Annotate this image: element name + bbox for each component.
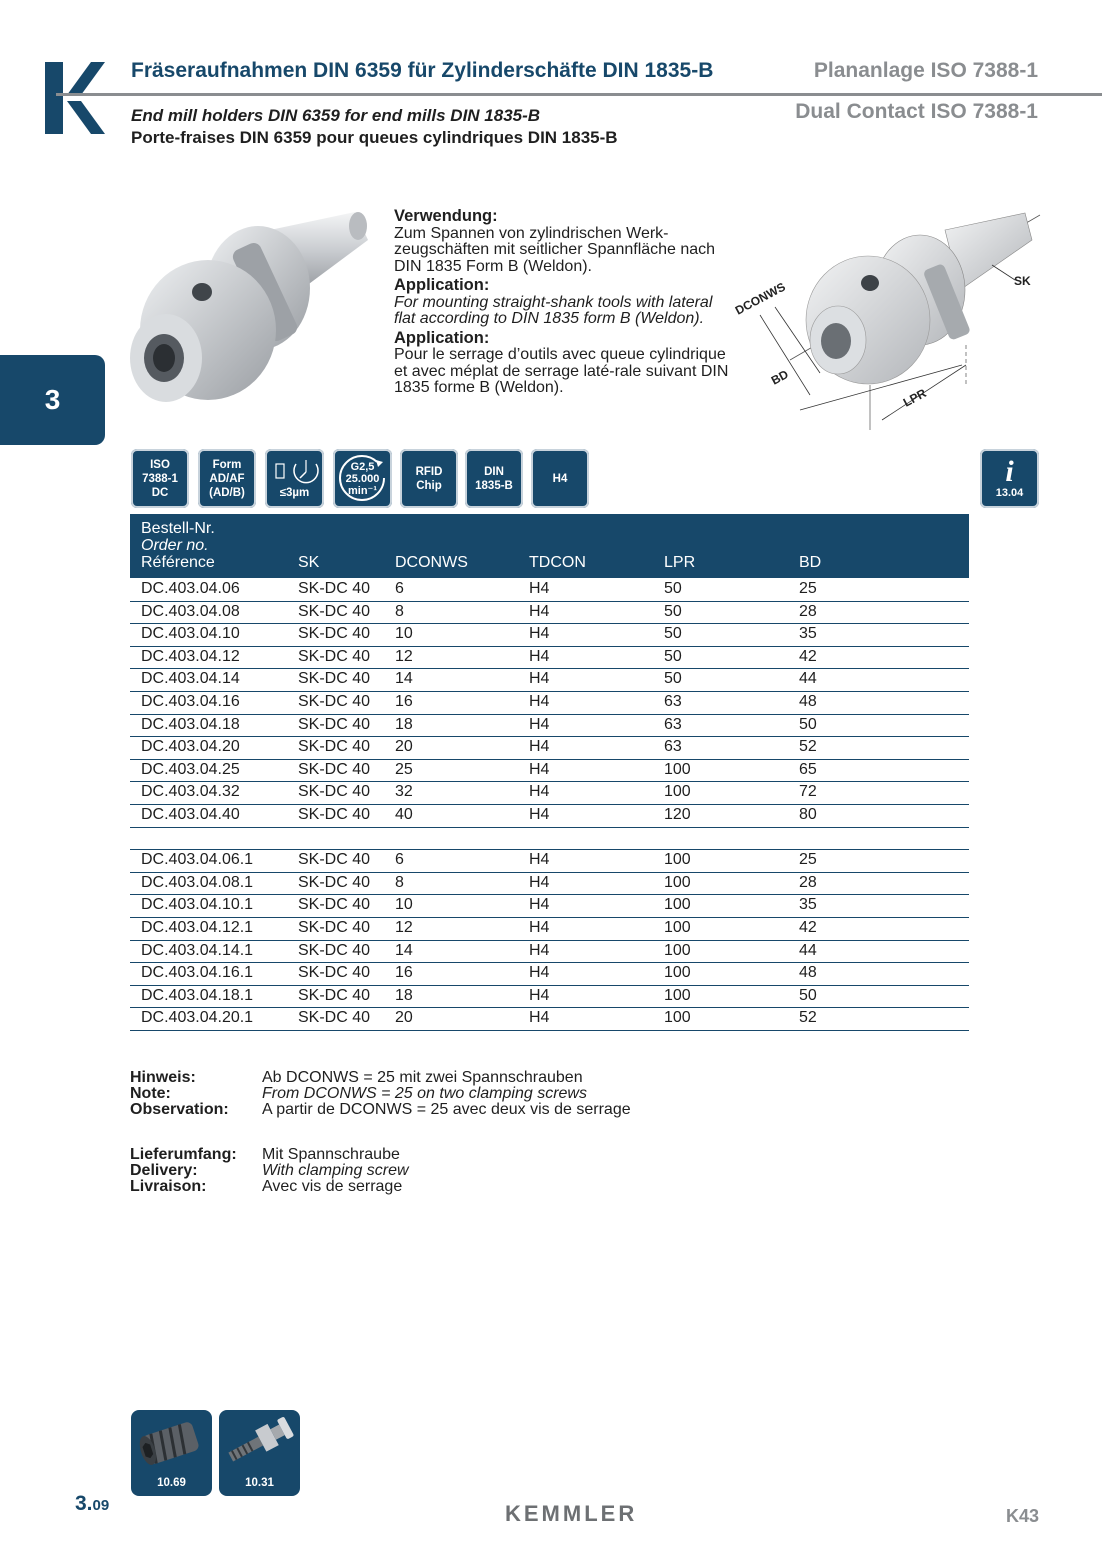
cell-lpr: 63	[664, 693, 682, 710]
cell-tdcon: H4	[529, 783, 550, 801]
badge-runout-label: ≤3µm	[279, 486, 310, 499]
cell-bd: 52	[799, 1009, 817, 1027]
cell-lpr: 50	[664, 602, 682, 620]
cell-lpr: 50	[664, 625, 682, 643]
info-button[interactable]	[980, 449, 1039, 508]
cell-sk: SK-DC 40	[298, 1009, 371, 1027]
cell-sk: SK-DC 40	[298, 986, 371, 1004]
cell-bd: 35	[799, 896, 817, 914]
cell-lpr: 100	[664, 1009, 691, 1027]
cell-dconws: 18	[395, 715, 413, 733]
header-rule	[56, 93, 1102, 96]
note-text-fr: A partir de DCONWS = 25 avec deux vis de serrage	[262, 1101, 631, 1118]
cell-order-no: DC.403.04.25	[141, 760, 240, 778]
badge-runout	[265, 449, 324, 508]
cell-lpr: 100	[664, 783, 691, 801]
badge-din-line2: 1835-B	[475, 479, 513, 492]
table-row	[130, 714, 969, 738]
cell-lpr: 63	[664, 715, 682, 733]
drawing-label-lpr: LPR	[900, 386, 929, 410]
delivery-text-fr: Avec vis de serrage	[262, 1178, 403, 1195]
delivery-label-de: Lieferumfang:	[130, 1146, 237, 1163]
header-tdcon: TDCON	[529, 554, 586, 571]
cell-tdcon: H4	[529, 670, 550, 688]
badge-balance-line2: 25.000	[345, 472, 380, 485]
table-row	[130, 736, 969, 760]
cell-bd: 48	[799, 964, 817, 982]
header-lpr: LPR	[664, 554, 696, 571]
cell-dconws: 10	[395, 625, 413, 643]
table-row	[130, 917, 969, 941]
cell-sk: SK-DC 40	[298, 941, 371, 959]
badge-form-line2: AD/AF	[209, 472, 245, 485]
cell-order-no: DC.403.04.12.1	[141, 919, 254, 936]
cell-tdcon: H4	[529, 806, 550, 823]
page-title: Fräseraufnahmen DIN 6359 für Zylinderschäfte DIN 1835-B	[131, 59, 714, 82]
set-screw-icon	[131, 1410, 212, 1472]
cell-sk: SK-DC 40	[298, 738, 371, 756]
usage-text-de: Zum Spannen von zylindrischen Werk-zeugschäften mit seitlicher Spannfläche nach DIN 1835 Form B (Weldon).	[394, 224, 716, 275]
cell-sk: SK-DC 40	[298, 896, 371, 914]
cell-sk: SK-DC 40	[298, 760, 371, 778]
delivery-text-de: Mit Spannschraube	[262, 1146, 400, 1163]
accessory-ref-2: 10.31	[245, 1477, 274, 1489]
cell-bd: 48	[799, 693, 817, 710]
cell-lpr: 100	[664, 941, 691, 959]
badge-rfid-line2: Chip	[416, 479, 442, 492]
usage-heading-fr: Application:	[394, 328, 490, 347]
table-row	[130, 759, 969, 783]
cell-sk: SK-DC 40	[298, 873, 371, 891]
table-row	[130, 962, 969, 986]
cell-dconws: 32	[395, 783, 413, 801]
cell-bd: 44	[799, 670, 817, 688]
cell-sk: SK-DC 40	[298, 851, 371, 869]
cell-lpr: 100	[664, 986, 691, 1004]
cell-dconws: 12	[395, 919, 413, 936]
cell-lpr: 100	[664, 896, 691, 914]
product-photo	[130, 200, 380, 420]
table-row	[130, 827, 969, 851]
cell-order-no: DC.403.04.06	[141, 580, 240, 597]
cell-order-no: DC.403.04.08	[141, 602, 240, 620]
cell-order-no: DC.403.04.20	[141, 738, 240, 756]
usage-text-en: For mounting straight-shank tools with lateral flat according to DIN 1835 form B (Weldon).	[394, 293, 713, 327]
header-dconws: DCONWS	[395, 554, 468, 571]
badge-iso-7388	[131, 449, 189, 508]
cell-sk: SK-DC 40	[298, 580, 371, 597]
table-row	[130, 872, 969, 896]
chapter-tab[interactable]: 3	[0, 355, 105, 445]
cell-tdcon: H4	[529, 738, 550, 756]
info-icon: i	[1005, 454, 1014, 488]
drawing-label-dconws: DCONWS	[732, 279, 788, 318]
cell-lpr: 50	[664, 647, 682, 665]
badge-rfid-line1: RFID	[415, 465, 443, 478]
page-number-major: 3.	[75, 1492, 93, 1515]
note-label-fr: Observation:	[130, 1101, 229, 1118]
cell-order-no: DC.403.04.14.1	[141, 941, 254, 959]
cell-dconws: 14	[395, 670, 413, 688]
cell-order-no: DC.403.04.18	[141, 715, 240, 733]
cell-order-no: DC.403.04.10.1	[141, 896, 254, 914]
cell-sk: SK-DC 40	[298, 919, 371, 936]
cell-bd: 42	[799, 919, 817, 936]
cell-bd: 28	[799, 873, 817, 891]
delivery-label-en: Delivery:	[130, 1162, 198, 1179]
cell-order-no: DC.403.04.06.1	[141, 851, 254, 869]
cell-tdcon: H4	[529, 580, 550, 597]
cell-tdcon: H4	[529, 851, 550, 869]
cell-dconws: 20	[395, 1009, 413, 1027]
cell-lpr: 50	[664, 670, 682, 688]
cell-order-no: DC.403.04.14	[141, 670, 240, 688]
table-row	[130, 1007, 969, 1031]
delivery-text-en: With clamping screw	[262, 1162, 409, 1179]
technical-drawing	[730, 195, 1050, 435]
cell-order-no: DC.403.04.12	[141, 647, 240, 665]
cell-lpr: 100	[664, 873, 691, 891]
cell-bd: 52	[799, 738, 817, 756]
cell-dconws: 6	[395, 580, 404, 597]
cell-order-no: DC.403.04.16.1	[141, 964, 254, 982]
header-order-fr: Référence	[141, 554, 215, 571]
table-row	[130, 578, 969, 602]
cell-order-no: DC.403.04.10	[141, 625, 240, 643]
cell-bd: 65	[799, 760, 817, 778]
cell-dconws: 18	[395, 986, 413, 1004]
subtitle-dual-contact-en: Dual Contact ISO 7388-1	[795, 100, 1038, 123]
cell-sk: SK-DC 40	[298, 693, 371, 710]
table-row	[130, 781, 969, 805]
cell-bd: 25	[799, 851, 817, 869]
cell-tdcon: H4	[529, 896, 550, 914]
cell-dconws: 6	[395, 851, 404, 869]
note-label-de: Hinweis:	[130, 1069, 196, 1086]
table-row	[130, 894, 969, 918]
usage-heading-de: Verwendung:	[394, 207, 498, 225]
dial-gauge-icon	[270, 458, 320, 486]
page-number	[75, 1492, 109, 1516]
cell-lpr: 63	[664, 738, 682, 756]
cell-order-no: DC.403.04.20.1	[141, 1009, 254, 1027]
usage-heading-en: Application:	[394, 276, 490, 294]
header-order-en: Order no.	[141, 537, 209, 554]
table-row	[130, 646, 969, 670]
cell-dconws: 16	[395, 964, 413, 982]
cell-lpr: 100	[664, 851, 691, 869]
badge-h4	[531, 449, 589, 508]
cell-bd: 28	[799, 602, 817, 620]
header-bd: BD	[799, 554, 822, 571]
cell-sk: SK-DC 40	[298, 964, 371, 982]
cell-tdcon: H4	[529, 941, 550, 959]
cell-dconws: 25	[395, 760, 413, 778]
cell-sk: SK-DC 40	[298, 783, 371, 801]
cell-dconws: 16	[395, 693, 413, 710]
badge-h4-label: H4	[552, 472, 568, 485]
cell-tdcon: H4	[529, 760, 550, 778]
delivery-label-fr: Livraison:	[130, 1178, 207, 1195]
table-row	[130, 849, 969, 873]
cell-tdcon: H4	[529, 964, 550, 982]
cell-bd: 35	[799, 625, 817, 643]
cell-dconws: 8	[395, 873, 404, 891]
drawing-label-bd: BD	[768, 367, 791, 388]
cell-dconws: 8	[395, 602, 404, 620]
badge-form	[198, 449, 256, 508]
accessory-set-screw[interactable]	[131, 1410, 212, 1496]
balance-circle-icon	[336, 452, 388, 504]
badge-balance-line3: min⁻¹	[347, 484, 378, 497]
badge-balance-line1: G2,5	[350, 460, 375, 473]
cell-tdcon: H4	[529, 1009, 550, 1027]
page-code: K43	[1006, 1506, 1040, 1526]
drawing-label-sk: SK	[1014, 274, 1031, 288]
cell-tdcon: H4	[529, 919, 550, 936]
usage-text-fr: Pour le serrage d’outils avec queue cylindrique et avec méplat de serrage laté-rale suivant DIN 1835 forme B (Weldon).	[394, 346, 729, 396]
cell-tdcon: H4	[529, 986, 550, 1004]
table-header	[130, 514, 969, 578]
note-text-en: From DCONWS = 25 on two clamping screws	[262, 1085, 587, 1102]
cell-dconws: 40	[395, 806, 413, 823]
usage-description	[394, 208, 729, 399]
header-sk: SK	[298, 554, 320, 571]
badge-iso-line3: DC	[151, 486, 169, 499]
cell-lpr: 100	[664, 760, 691, 778]
badge-iso-line2: 7388-1	[142, 472, 178, 485]
note-text-de: Ab DCONWS = 25 mit zwei Spannschrauben	[262, 1069, 583, 1086]
note-label-en: Note:	[130, 1085, 171, 1102]
cell-order-no: DC.403.04.32	[141, 783, 240, 801]
pull-stud-icon	[219, 1410, 300, 1472]
cell-sk: SK-DC 40	[298, 715, 371, 733]
accessory-ref-1: 10.69	[157, 1477, 186, 1489]
cell-bd: 42	[799, 647, 817, 665]
badge-form-line3: (AD/B)	[209, 486, 245, 499]
info-reference: 13.04	[995, 486, 1024, 499]
badge-din-1835	[465, 449, 523, 508]
table-row	[130, 623, 969, 647]
table-row	[130, 985, 969, 1009]
cell-bd: 25	[799, 580, 817, 597]
cell-sk: SK-DC 40	[298, 602, 371, 620]
brand-wordmark: KEMMLER	[505, 1501, 638, 1526]
cell-lpr: 100	[664, 919, 691, 936]
table-row	[130, 691, 969, 715]
cell-dconws: 20	[395, 738, 413, 756]
cell-tdcon: H4	[529, 602, 550, 620]
badge-form-line1: Form	[212, 458, 242, 471]
page-number-minor: 09	[92, 1497, 110, 1514]
cell-lpr: 120	[664, 806, 691, 823]
badge-rfid	[400, 449, 458, 508]
cell-dconws: 14	[395, 941, 413, 959]
cell-order-no: DC.403.04.40	[141, 806, 240, 823]
cell-dconws: 10	[395, 896, 413, 914]
cell-lpr: 100	[664, 964, 691, 982]
badge-iso-line1: ISO	[150, 458, 170, 471]
cell-tdcon: H4	[529, 693, 550, 710]
cell-bd: 50	[799, 715, 817, 733]
accessory-pull-stud[interactable]	[219, 1410, 300, 1496]
cell-sk: SK-DC 40	[298, 806, 371, 823]
cell-bd: 72	[799, 783, 817, 801]
cell-bd: 44	[799, 941, 817, 959]
table-row	[130, 804, 969, 828]
cell-bd: 50	[799, 986, 817, 1004]
cell-lpr: 50	[664, 580, 682, 597]
cell-sk: SK-DC 40	[298, 670, 371, 688]
cell-order-no: DC.403.04.08.1	[141, 873, 254, 891]
cell-tdcon: H4	[529, 715, 550, 733]
cell-bd: 80	[799, 806, 817, 823]
title-french: Porte-fraises DIN 6359 pour queues cylindriques DIN 1835-B	[131, 128, 618, 147]
header-order-de: Bestell-Nr.	[141, 520, 215, 537]
table-row	[130, 940, 969, 964]
cell-sk: SK-DC 40	[298, 625, 371, 643]
badge-din-line1: DIN	[484, 465, 504, 478]
cell-order-no: DC.403.04.18.1	[141, 986, 254, 1004]
cell-order-no: DC.403.04.16	[141, 693, 240, 710]
subtitle-dual-contact-de: Plananlage ISO 7388-1	[813, 59, 1038, 82]
cell-tdcon: H4	[529, 625, 550, 643]
title-english: End mill holders DIN 6359 for end mills DIN 1835-B	[131, 106, 541, 125]
table-row	[130, 668, 969, 692]
cell-sk: SK-DC 40	[298, 647, 371, 665]
cell-tdcon: H4	[529, 873, 550, 891]
cell-dconws: 12	[395, 647, 413, 665]
kemmler-logo	[45, 62, 105, 134]
cell-tdcon: H4	[529, 647, 550, 665]
badge-balancing	[333, 449, 392, 508]
table-row	[130, 601, 969, 625]
